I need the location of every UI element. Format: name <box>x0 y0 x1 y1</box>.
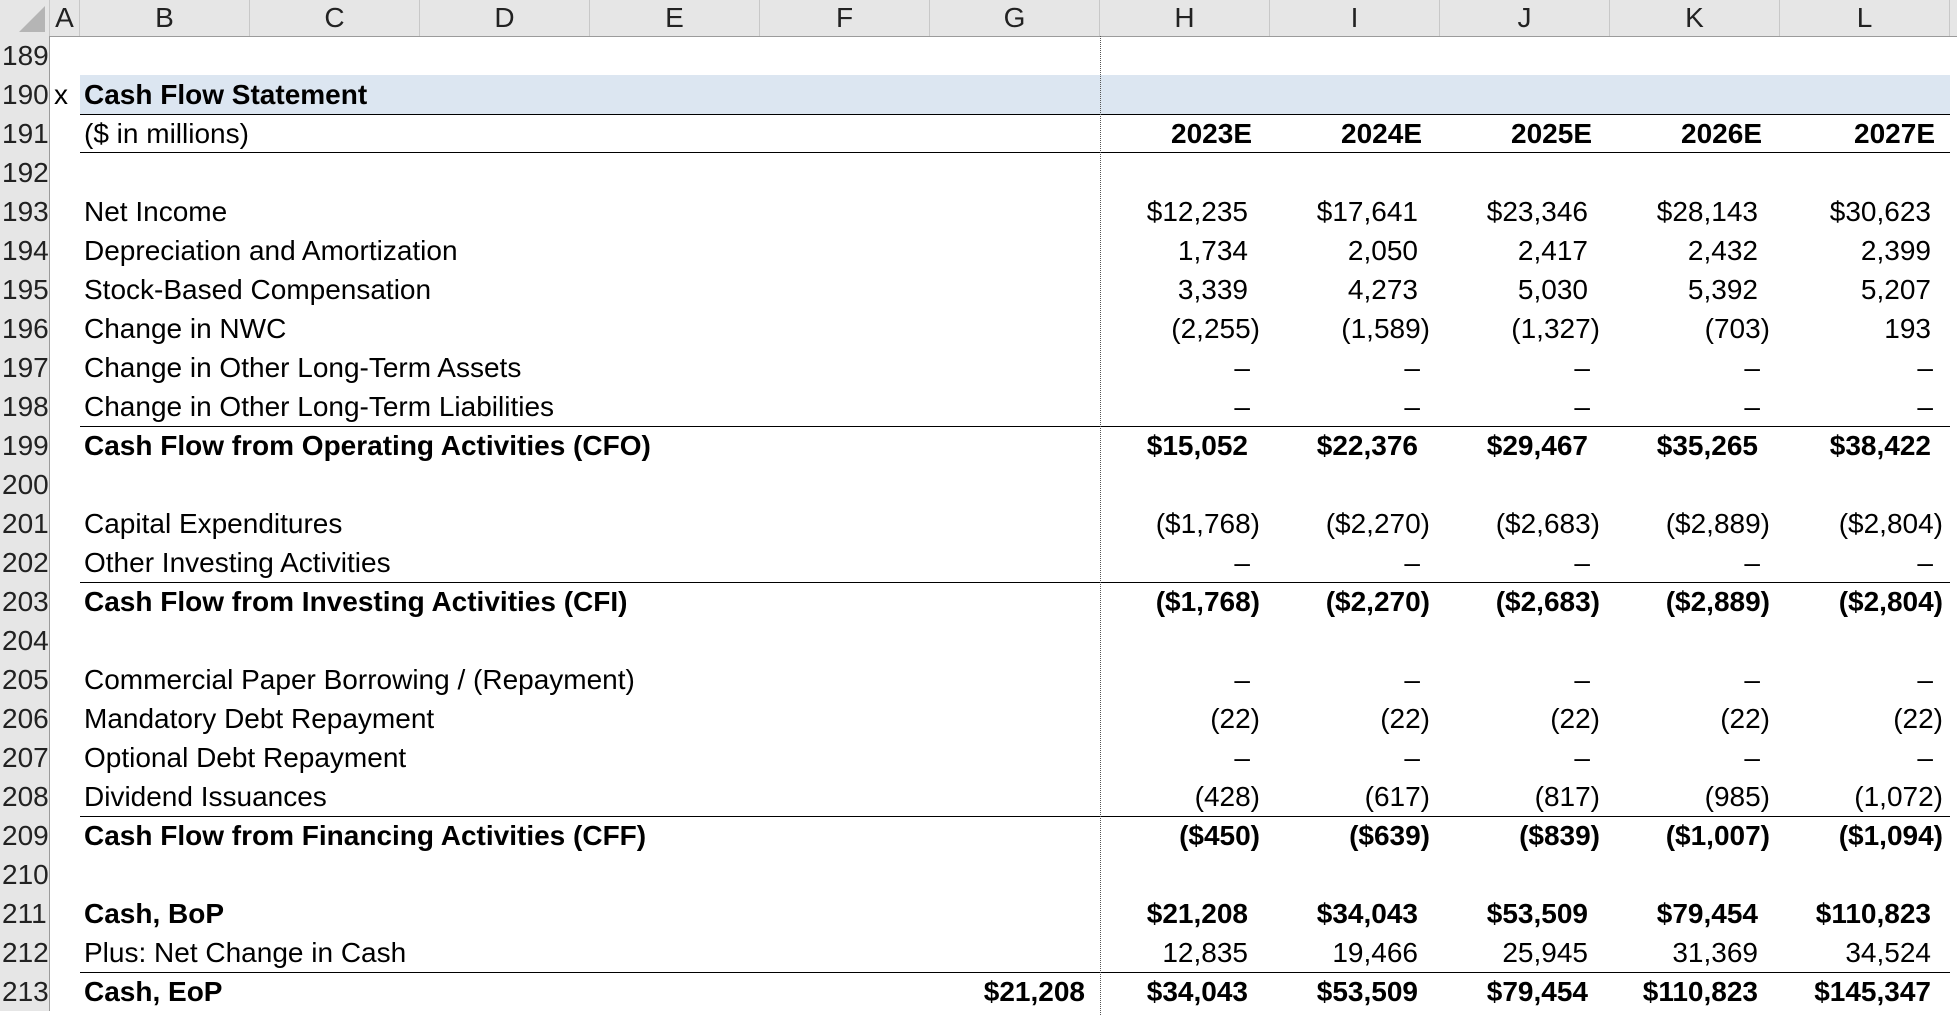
cell-value-2025e[interactable]: – <box>1574 664 1590 695</box>
sheet-row-210 <box>0 855 1957 894</box>
row-header-197[interactable]: 197 <box>0 348 50 387</box>
row-header-193[interactable]: 193 <box>0 192 50 231</box>
column-header-a[interactable]: A <box>50 0 80 36</box>
row-header-201[interactable]: 201 <box>0 504 50 543</box>
cell-value-2027e[interactable]: ($1,094) <box>1838 820 1943 851</box>
cell-value-2024e[interactable]: (22) <box>1380 703 1430 734</box>
cell-value-2024e[interactable]: $17,641 <box>1316 196 1418 227</box>
cell-value-2024e[interactable]: – <box>1404 664 1420 695</box>
sheet-row-206 <box>0 699 1957 738</box>
sheet-row-189 <box>0 36 1957 75</box>
cell-value-2023e[interactable]: ($450) <box>1179 820 1260 851</box>
cell-value-2023e[interactable]: 3,339 <box>1177 274 1248 305</box>
cell-value-2025e[interactable]: (817) <box>1534 781 1600 812</box>
cell-value-2026e[interactable]: – <box>1744 664 1760 695</box>
cell-value-2025e[interactable]: 5,030 <box>1517 274 1588 305</box>
row-header-207[interactable]: 207 <box>0 738 50 777</box>
year-header-2025e: 2025E <box>1511 118 1592 149</box>
line-item-label: Cash Flow from Operating Activities (CFO) <box>84 430 651 461</box>
cell-value-2027e[interactable]: 5,207 <box>1860 274 1931 305</box>
cell-value-2025e[interactable]: $79,454 <box>1486 976 1588 1007</box>
column-header-c[interactable]: C <box>250 0 420 36</box>
sheet-row-197 <box>0 348 1957 387</box>
column-header-d[interactable]: D <box>420 0 590 36</box>
column-header-j[interactable]: J <box>1440 0 1610 36</box>
cell-value-2026e[interactable]: – <box>1744 547 1760 578</box>
row-header-210[interactable]: 210 <box>0 855 50 894</box>
cell-value-2023e[interactable]: (2,255) <box>1171 313 1260 344</box>
cell-value-2027e[interactable]: $30,623 <box>1829 196 1931 227</box>
cell-value-2025e[interactable]: ($2,683) <box>1495 508 1600 539</box>
column-header-e[interactable]: E <box>590 0 760 36</box>
sheet-row-202 <box>0 543 1957 582</box>
cell-value-2027e[interactable]: (1,072) <box>1854 781 1943 812</box>
cell-value-2026e[interactable]: $28,143 <box>1656 196 1758 227</box>
cell-value-2026e[interactable]: (985) <box>1704 781 1770 812</box>
sheet-row-198 <box>0 387 1957 426</box>
cell-value-2026e[interactable]: – <box>1744 742 1760 773</box>
cell-value-2024e[interactable]: ($2,270) <box>1325 508 1430 539</box>
cell-value-2025e[interactable]: $23,346 <box>1486 196 1588 227</box>
row-header-202[interactable]: 202 <box>0 543 50 582</box>
cell-value-2023e[interactable]: – <box>1234 547 1250 578</box>
cell-value-2024e[interactable]: (617) <box>1364 781 1430 812</box>
line-item-label: Dividend Issuances <box>84 781 327 812</box>
cell-value-2024e[interactable]: $53,509 <box>1316 976 1418 1007</box>
row-header-191[interactable]: 191 <box>0 114 50 153</box>
cell-value-2024e[interactable]: 4,273 <box>1347 274 1418 305</box>
row-header-206[interactable]: 206 <box>0 699 50 738</box>
cell-value-2024e[interactable]: ($639) <box>1349 820 1430 851</box>
sheet-row-199 <box>0 426 1957 465</box>
row-header-200[interactable]: 200 <box>0 465 50 504</box>
cell-value-2025e[interactable]: 25,945 <box>1502 937 1588 968</box>
column-header-h[interactable]: H <box>1100 0 1270 36</box>
cell-value-2024e[interactable]: $22,376 <box>1316 430 1418 461</box>
line-item-label: Cash, BoP <box>84 898 225 929</box>
cell-value-2027e[interactable]: 2,399 <box>1860 235 1931 266</box>
cell-value-2025e[interactable]: ($839) <box>1519 820 1600 851</box>
cell-value-2027e[interactable]: $38,422 <box>1829 430 1931 461</box>
cell-value-2024e[interactable]: 19,466 <box>1332 937 1418 968</box>
cell-value-g[interactable]: $21,208 <box>983 976 1085 1007</box>
select-all-icon <box>19 6 45 32</box>
cell-value-2027e[interactable]: ($2,804) <box>1838 586 1943 617</box>
sheet-row-191 <box>0 114 1957 153</box>
cell-value-2027e[interactable]: 193 <box>1884 313 1931 344</box>
line-item-label: Plus: Net Change in Cash <box>84 937 407 968</box>
row-header-190[interactable]: 190 <box>0 75 50 114</box>
cell-value-2027e[interactable]: (22) <box>1893 703 1943 734</box>
line-item-label: Change in Other Long-Term Assets <box>84 352 522 383</box>
cell-value-2025e[interactable]: – <box>1574 352 1590 383</box>
year-header-2024e: 2024E <box>1341 118 1422 149</box>
cell-value-2024e[interactable]: $34,043 <box>1316 898 1418 929</box>
cell-value-2025e[interactable]: (1,327) <box>1511 313 1600 344</box>
column-header-k[interactable]: K <box>1610 0 1780 36</box>
line-item-label: Cash Flow from Investing Activities (CFI) <box>84 586 628 617</box>
row-header-198[interactable]: 198 <box>0 387 50 426</box>
line-item-label: Optional Debt Repayment <box>84 742 407 773</box>
line-item-label: Stock-Based Compensation <box>84 274 432 305</box>
cell-value-2023e[interactable]: – <box>1234 391 1250 422</box>
year-header-2027e: 2027E <box>1854 118 1935 149</box>
row-header-204[interactable]: 204 <box>0 621 50 660</box>
row-header-212[interactable]: 212 <box>0 933 50 972</box>
cell-value-2026e[interactable]: $35,265 <box>1656 430 1758 461</box>
sheet-row-211 <box>0 894 1957 933</box>
cell-value-2026e[interactable]: (22) <box>1720 703 1770 734</box>
row-header-203[interactable]: 203 <box>0 582 50 621</box>
row-header-196[interactable]: 196 <box>0 309 50 348</box>
sheet-row-200 <box>0 465 1957 504</box>
cell-value-2026e[interactable]: ($2,889) <box>1665 586 1770 617</box>
cell-value-2024e[interactable]: (1,589) <box>1341 313 1430 344</box>
row-header-208[interactable]: 208 <box>0 777 50 816</box>
cell-value-2027e[interactable]: – <box>1917 547 1933 578</box>
cell-value-2027e[interactable]: – <box>1917 391 1933 422</box>
header-top-border <box>80 114 1950 115</box>
cell-value-2025e[interactable]: (22) <box>1550 703 1600 734</box>
cell-value-2024e[interactable]: 2,050 <box>1347 235 1418 266</box>
line-item-label: Commercial Paper Borrowing / (Repayment) <box>84 664 635 695</box>
cell-value-2027e[interactable]: 34,524 <box>1845 937 1931 968</box>
cell-value-2025e[interactable]: ($2,683) <box>1495 586 1600 617</box>
cell-value-2026e[interactable]: – <box>1744 391 1760 422</box>
sheet-row-205 <box>0 660 1957 699</box>
cell-value-2023e[interactable]: – <box>1234 664 1250 695</box>
cell-value-2025e[interactable]: – <box>1574 742 1590 773</box>
column-header-g[interactable]: G <box>930 0 1100 36</box>
line-item-label: Depreciation and Amortization <box>84 235 458 266</box>
cell-value-2026e[interactable]: – <box>1744 352 1760 383</box>
cell-value-2025e[interactable]: $53,509 <box>1486 898 1588 929</box>
sheet-row-209 <box>0 816 1957 855</box>
column-header-i[interactable]: I <box>1270 0 1440 36</box>
row-header-205[interactable]: 205 <box>0 660 50 699</box>
cell-value-2023e[interactable]: $21,208 <box>1146 898 1248 929</box>
row-flag: x <box>54 79 68 110</box>
cell-value-2023e[interactable]: $15,052 <box>1146 430 1248 461</box>
cell-value-2027e[interactable]: $110,823 <box>1815 898 1931 929</box>
sheet-row-192 <box>0 153 1957 192</box>
line-item-label: Change in NWC <box>84 313 287 344</box>
cell-value-2027e[interactable]: ($2,804) <box>1838 508 1943 539</box>
sheet-row-190 <box>0 75 1957 114</box>
cell-value-2023e[interactable]: $34,043 <box>1146 976 1248 1007</box>
row-header-194[interactable]: 194 <box>0 231 50 270</box>
cell-value-2023e[interactable]: ($1,768) <box>1155 508 1260 539</box>
sheet-row-196 <box>0 309 1957 348</box>
cell-value-2026e[interactable]: $79,454 <box>1656 898 1758 929</box>
sheet-row-195 <box>0 270 1957 309</box>
sheet-row-208 <box>0 777 1957 816</box>
row-header-189[interactable]: 189 <box>0 36 50 75</box>
cell-value-2023e[interactable]: $12,235 <box>1146 196 1248 227</box>
section-title: Cash Flow Statement <box>84 79 368 110</box>
cell-value-2026e[interactable]: 31,369 <box>1672 937 1758 968</box>
cell-value-2023e[interactable]: (22) <box>1210 703 1260 734</box>
cell-value-2026e[interactable]: $110,823 <box>1642 976 1758 1007</box>
cell-value-2026e[interactable]: ($1,007) <box>1665 820 1770 851</box>
row-header-211[interactable]: 211 <box>0 894 50 933</box>
cell-value-2024e[interactable]: – <box>1404 742 1420 773</box>
cell-value-2026e[interactable]: 5,392 <box>1687 274 1758 305</box>
line-item-label: Change in Other Long-Term Liabilities <box>84 391 555 422</box>
sheet-row-204 <box>0 621 1957 660</box>
cell-value-2026e[interactable]: 2,432 <box>1687 235 1758 266</box>
cell-value-2023e[interactable]: 12,835 <box>1162 937 1248 968</box>
line-item-label: Cash Flow from Financing Activities (CFF) <box>84 820 647 851</box>
row-header-195[interactable]: 195 <box>0 270 50 309</box>
sheet-row-213 <box>0 972 1957 1011</box>
column-header-f[interactable]: F <box>760 0 930 36</box>
cell-value-2027e[interactable]: – <box>1917 352 1933 383</box>
line-item-label: Capital Expenditures <box>84 508 343 539</box>
row-header-199[interactable]: 199 <box>0 426 50 465</box>
cell-value-2027e[interactable]: – <box>1917 742 1933 773</box>
sheet-row-193 <box>0 192 1957 231</box>
cell-value-2023e[interactable]: 1,734 <box>1177 235 1248 266</box>
cell-value-2025e[interactable]: $29,467 <box>1486 430 1588 461</box>
column-header-l[interactable]: L <box>1780 0 1950 36</box>
sheet-row-212 <box>0 933 1957 972</box>
row-header-192[interactable]: 192 <box>0 153 50 192</box>
line-item-label: Mandatory Debt Repayment <box>84 703 435 734</box>
sheet-row-203 <box>0 582 1957 621</box>
row-header-213[interactable]: 213 <box>0 972 50 1011</box>
page-break-line <box>1100 36 1101 1015</box>
sheet-row-207 <box>0 738 1957 777</box>
cell-value-2026e[interactable]: (703) <box>1704 313 1770 344</box>
line-item-label: Net Income <box>84 196 228 227</box>
cell-value-2025e[interactable]: 2,417 <box>1517 235 1588 266</box>
select-all-corner[interactable] <box>0 0 50 36</box>
cell-value-2025e[interactable]: – <box>1574 391 1590 422</box>
cell-value-2023e[interactable]: (428) <box>1194 781 1260 812</box>
cell-value-2027e[interactable]: $145,347 <box>1814 976 1931 1007</box>
line-item-label: Cash, EoP <box>84 976 223 1007</box>
cell-value-2024e[interactable]: – <box>1404 391 1420 422</box>
units-label: ($ in millions) <box>84 118 249 149</box>
sheet-row-201 <box>0 504 1957 543</box>
cell-value-2023e[interactable]: – <box>1234 742 1250 773</box>
row-header-209[interactable]: 209 <box>0 816 50 855</box>
cell-value-2027e[interactable]: – <box>1917 664 1933 695</box>
year-header-2023e: 2023E <box>1171 118 1252 149</box>
cell-value-2024e[interactable]: ($2,270) <box>1325 586 1430 617</box>
year-header-2026e: 2026E <box>1681 118 1762 149</box>
cell-value-2024e[interactable]: – <box>1404 547 1420 578</box>
cell-value-2024e[interactable]: – <box>1404 352 1420 383</box>
cell-value-2026e[interactable]: ($2,889) <box>1665 508 1770 539</box>
cell-value-2023e[interactable]: ($1,768) <box>1155 586 1260 617</box>
sheet-row-194 <box>0 231 1957 270</box>
cell-value-2023e[interactable]: – <box>1234 352 1250 383</box>
line-item-label: Other Investing Activities <box>84 547 391 578</box>
cell-value-2025e[interactable]: – <box>1574 547 1590 578</box>
column-header-b[interactable]: B <box>80 0 250 36</box>
